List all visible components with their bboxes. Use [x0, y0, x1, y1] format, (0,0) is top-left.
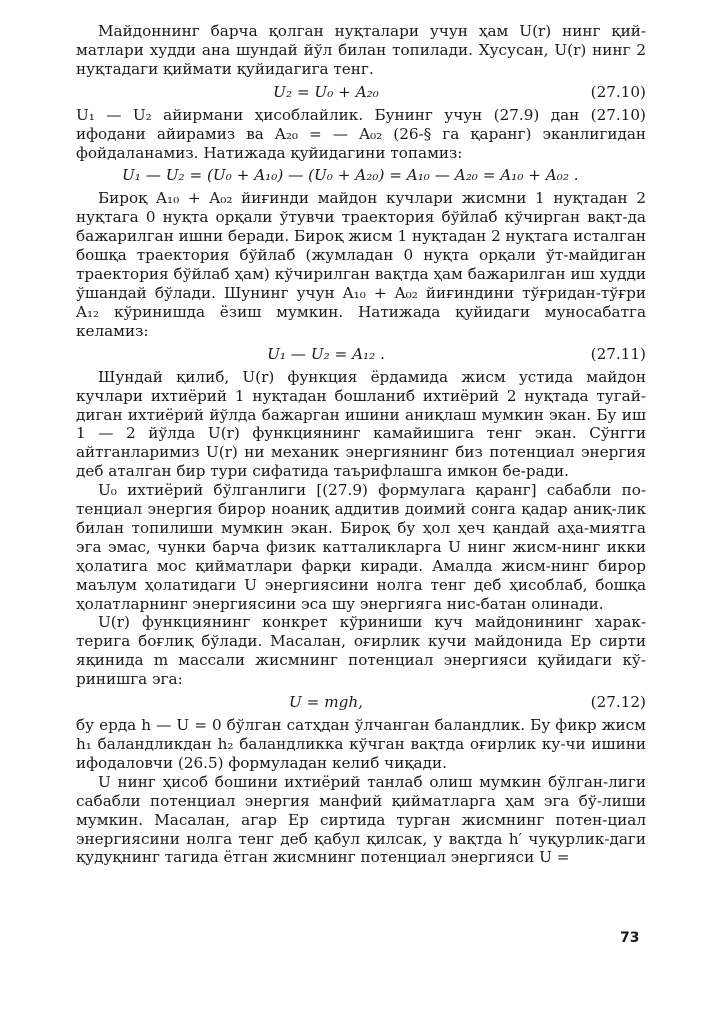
- page-text: [76, 22, 646, 867]
- equation-number: (27.11): [590, 344, 646, 363]
- paragraph-8: U нинг ҳисоб бошини ихтиёрий танлаб олиш мумкин бўлган-лиги сабабли потенциал энергия манфий қийматларга ҳам эга бў-лиши мумкин. Масалан, агар Ер сиртида турган жисмнинг потен-циал энергиясини нолга тенг деб қабул қилсак, у вақтда h′ чуқурлик-даги қудуқнинг тагида ётган жисмнинг потенциал энергияси U =: [76, 772, 646, 867]
- paragraph-6: U(r) функциянинг конкрет кўриниши куч майдонининг харак-терига боғлиқ бўлади. Масалан, оғирлик кучи майдонида Ер сирти яқинида m массали жисмнинг потенциал энергияси қуйидаги кў-ринишга эга:: [76, 613, 646, 689]
- paragraph-4: Шундай қилиб, U(r) функция ёрдамида жисм устида майдон кучлари ихтиёрий 1 нуқтадан бошланиб ихтиёрий 2 нуқтада тугай-диган ихтиёрий йўлда бажарган ишини аниқлаш мумкин экан. Бу иш 1 — 2 йўлда U(r) функциянинг камайишига тенг экан. Сўнгги айтганларимиз U(r) ни механик энергиянинг биз потенциал энергия деб аталган бир тури сифатида таърифлашга имкон бе-ради.: [76, 367, 646, 481]
- paragraph-1: Майдоннинг барча қолган нуқталари учун ҳам U(r) нинг қий-матлари худди ана шундай йўл билан топилади. Хусусан, U(r) нинг 2 нуқтадаги қиймати қуйидагига тенг.: [76, 22, 646, 78]
- equation-27-11: [76, 343, 646, 365]
- equation-27-10: [76, 81, 646, 103]
- equation-expression: U₁ — U₂ = A₁₂ .: [267, 344, 385, 363]
- paragraph-5: U₀ ихтиёрий бўлганлиги [(27.9) формулага қаранг] сабабли по-тенциал энергия бирор ноаниқ аддитив доимий сонга қадар аниқ-лик билан топилиши мумкин экан. Бироқ бу ҳол ҳеч қандай аҳа-миятга эга эмас, чунки барча физик катталикларга U нинг жисм-нинг икки ҳолатига мос қийматлари фарқи киради. Амалда жисм-нинг бирор маълум ҳолатидаги U энергиясини нолга тенг деб ҳисоблаб, бошқа ҳолатларнинг энергиясини эса шу энергияга нис-батан олинади.: [76, 481, 646, 613]
- equation-27-12: [76, 691, 646, 713]
- paragraph-3: Бироқ A₁₀ + A₀₂ йиғинди майдон кучлари жисмни 1 нуқтадан 2 нуқтага 0 нуқта орқали ўтувчи траектория бўйлаб кўчирган вақт-да бажарилган ишни беради. Бироқ жисм 1 нуқтадан 2 нуқтага исталган бошқа траектория бўйлаб (жумладан 0 нуқта орқали ўт-майдиган траектория бўйлаб ҳам) кўчирилган вақтда ҳам бажарилган иш худди ўшандай бўлади. Шунинг учун A₁₀ + A₀₂ йиғиндини тўғридан-тўғри A₁₂ кўринишда ёзиш мумкин. Натижада қуйидаги муносабатга келамиз:: [76, 189, 646, 340]
- equation-expression: U = mgh,: [289, 693, 363, 712]
- equation-number: (27.10): [590, 82, 646, 101]
- equation-difference: [76, 164, 646, 186]
- page-number: 73: [620, 930, 640, 946]
- equation-expression: U₂ = U₀ + A₂₀: [273, 82, 379, 101]
- paragraph-2: U₁ — U₂ айирмани ҳисоблайлик. Бунинг учун (27.9) дан (27.10) ифодани айирамиз ва A₂₀ = — A₀₂ (26-§ га қаранг) эканлигидан фойдаланамиз. Натижада қуйидагини топамиз:: [76, 105, 646, 162]
- paragraph-7: бу ерда h — U = 0 бўлган сатҳдан ўлчанган баландлик. Бу фикр жисм h₁ баландликдан h₂ баландликка кўчган вақтда оғирлик ку-чи ишини ифодаловчи (26.5) формуладан келиб чиқади.: [76, 716, 646, 772]
- equation-expression: U₁ — U₂ = (U₀ + A₁₀) — (U₀ + A₂₀) = A₁₀ — A₂₀ = A₁₀ + A₀₂ .: [122, 166, 579, 185]
- equation-number: (27.12): [590, 693, 646, 712]
